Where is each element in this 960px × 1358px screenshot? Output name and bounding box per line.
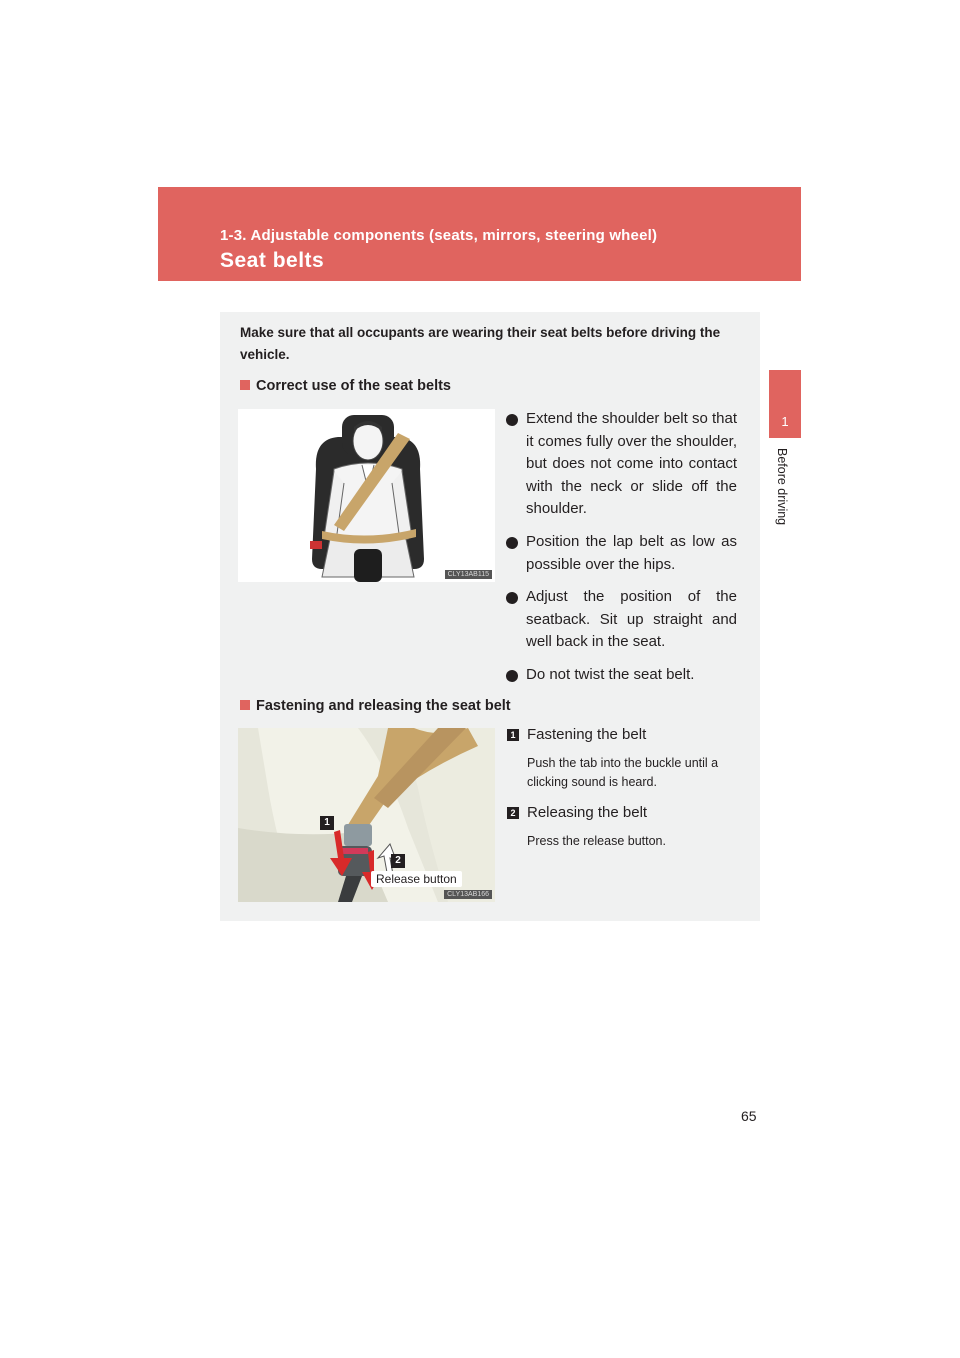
heading-correct-use-label: Correct use of the seat belts bbox=[256, 378, 451, 394]
chapter-tab bbox=[769, 370, 801, 438]
step-description: Press the release button. bbox=[527, 834, 666, 848]
heading-fastening bbox=[240, 698, 511, 714]
bullet-dot-icon bbox=[506, 537, 518, 549]
figure-code: CLY13AB166 bbox=[444, 890, 492, 899]
bullet-dot-icon bbox=[506, 670, 518, 682]
bullet-item: Extend the shoulder belt so that it comes fully over the shoulder, but does not come into contact with the neck or slide off the shoulder. bbox=[492, 408, 737, 521]
chapter-label: Before driving bbox=[775, 448, 789, 526]
step-number-badge: 1 bbox=[507, 729, 519, 741]
intro-text: Make sure that all occupants are wearing their seat belts before driving the vehicle. bbox=[240, 325, 721, 362]
page-title: Seat belts bbox=[220, 249, 325, 272]
figure-code: CLY13AB115 bbox=[445, 570, 492, 579]
release-button-label: Release button bbox=[371, 871, 462, 887]
heading-square-icon bbox=[240, 380, 250, 390]
bullet-dot-icon bbox=[506, 592, 518, 604]
page-header bbox=[158, 187, 801, 281]
heading-correct-use bbox=[240, 378, 451, 394]
chapter-number: 1 bbox=[781, 414, 789, 429]
seated-occupant-illustration bbox=[238, 409, 495, 582]
content-panel bbox=[220, 312, 760, 921]
page-number: 65 bbox=[741, 1108, 757, 1124]
callout-2-badge: 2 bbox=[391, 854, 405, 868]
bullet-dot-icon bbox=[506, 414, 518, 426]
callout-1-badge: 1 bbox=[320, 816, 334, 830]
heading-square-icon bbox=[240, 700, 250, 710]
step-title: Releasing the belt bbox=[527, 804, 648, 821]
bullet-item: Do not twist the seat belt. bbox=[492, 664, 737, 687]
section-label: 1-3. Adjustable components (seats, mirrors, steering wheel) bbox=[220, 227, 658, 244]
bullet-item: Position the lap belt as low as possible over the hips. bbox=[492, 531, 737, 576]
figure-buckle bbox=[238, 728, 495, 902]
heading-fastening-label: Fastening and releasing the seat belt bbox=[256, 698, 511, 714]
step-number-badge: 2 bbox=[507, 807, 519, 819]
step-description: Push the tab into the buckle until a clicking sound is heard. bbox=[527, 756, 719, 789]
bullet-item: Adjust the position of the seatback. Sit up straight and well back in the seat. bbox=[492, 586, 737, 654]
step-title: Fastening the belt bbox=[527, 726, 647, 743]
figure-seated-occupant bbox=[238, 409, 495, 582]
bullet-list bbox=[492, 408, 737, 697]
